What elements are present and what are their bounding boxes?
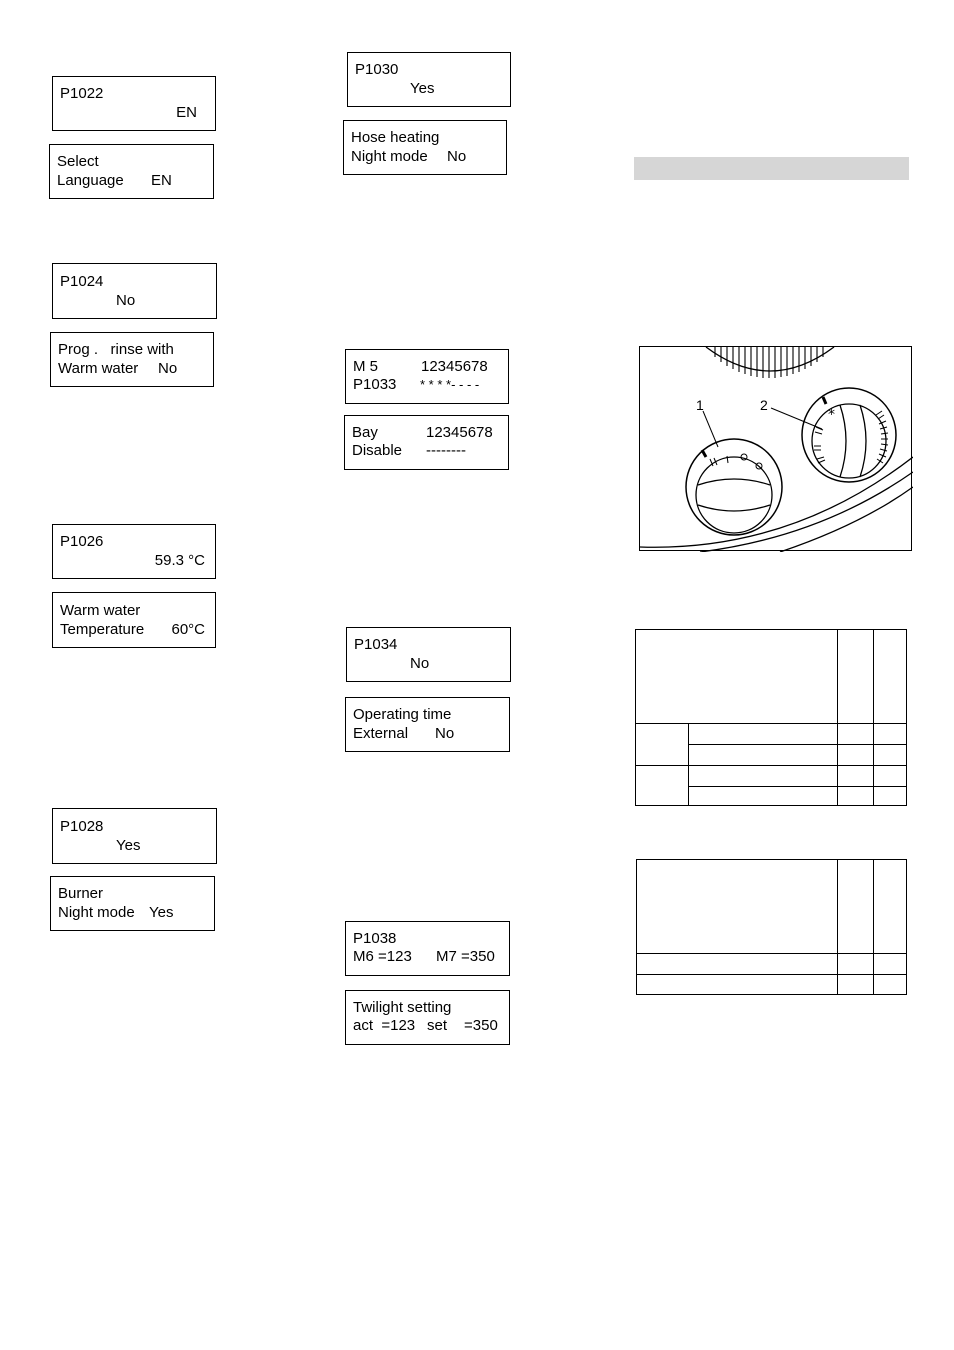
display-operating-time xyxy=(345,697,510,752)
callout-label-1: 1 xyxy=(696,397,704,413)
display-line: M 5 xyxy=(353,358,379,375)
display-value: Yes xyxy=(149,904,174,921)
display-p1034 xyxy=(346,627,511,682)
display-line: Warm water xyxy=(58,360,139,377)
display-line: Bay xyxy=(352,424,378,441)
parameter-code: P1022 xyxy=(60,85,104,102)
display-p1028 xyxy=(52,808,217,864)
thermostat-knobs-illustration xyxy=(639,346,912,551)
callout-label-2: 2 xyxy=(760,397,768,413)
display-line: Disable xyxy=(352,442,403,459)
display-hose-heating xyxy=(343,120,507,175)
parameter-code: P1034 xyxy=(354,636,398,653)
display-value: No xyxy=(435,725,455,742)
display-line: Twilight setting xyxy=(353,999,452,1016)
display-value: M7 =350 xyxy=(436,948,495,965)
parameter-code: P1028 xyxy=(60,818,104,835)
parameter-value: Yes xyxy=(410,80,435,97)
display-value: 12345678 xyxy=(426,424,493,441)
parameter-value: EN xyxy=(176,104,197,121)
display-line: Temperature xyxy=(60,621,145,638)
display-value: =350 xyxy=(464,1017,498,1034)
section-heading-bar xyxy=(634,157,909,180)
display-line: Select xyxy=(57,153,99,170)
display-line: Language xyxy=(57,172,124,189)
parameter-code: P1030 xyxy=(355,61,399,78)
display-line: Night mode xyxy=(351,148,428,165)
table-2 xyxy=(636,859,907,995)
svg-text:*: * xyxy=(828,407,835,423)
display-value: set xyxy=(427,1017,448,1034)
parameter-code: P1024 xyxy=(60,273,104,290)
display-burner-night-mode xyxy=(50,876,215,931)
display-p1030 xyxy=(347,52,511,107)
display-value: M6 =123 xyxy=(353,948,412,965)
parameter-value: No xyxy=(410,655,430,672)
display-line: Warm water xyxy=(60,602,141,619)
display-value: act =123 xyxy=(353,1017,416,1034)
display-line: External xyxy=(353,725,409,742)
parameter-value: * * * *- - - - xyxy=(420,377,480,392)
display-prog-rinse xyxy=(50,332,214,387)
display-value: 12345678 xyxy=(421,358,488,375)
display-p1024 xyxy=(52,263,217,319)
parameter-value: No xyxy=(116,292,136,309)
display-value: No xyxy=(158,360,178,377)
parameter-value: 59.3 °C xyxy=(154,552,205,569)
parameter-code: P1038 xyxy=(353,930,397,947)
display-p1038 xyxy=(345,921,510,976)
display-twilight-setting xyxy=(345,990,510,1045)
display-value: No xyxy=(447,148,467,165)
table-1 xyxy=(635,629,907,806)
display-value: -------- xyxy=(426,442,466,459)
display-line: Night mode xyxy=(58,904,135,921)
display-p1026 xyxy=(52,524,216,579)
display-line: Operating time xyxy=(353,706,452,723)
display-p1033 xyxy=(345,349,509,404)
display-select-language xyxy=(49,144,214,199)
display-value: EN xyxy=(151,172,172,189)
display-warm-water-temp xyxy=(52,592,216,648)
parameter-code: P1033 xyxy=(353,376,397,393)
display-line: Hose heating xyxy=(351,129,440,146)
parameter-code: P1026 xyxy=(60,533,104,550)
display-value: 60°C xyxy=(171,621,205,638)
parameter-value: Yes xyxy=(116,837,141,854)
display-line: Burner xyxy=(58,885,104,902)
display-bay-disable xyxy=(344,415,509,470)
display-line: Prog . rinse with xyxy=(58,341,174,358)
thermostat-drawing xyxy=(640,347,913,552)
display-p1022 xyxy=(52,76,216,131)
